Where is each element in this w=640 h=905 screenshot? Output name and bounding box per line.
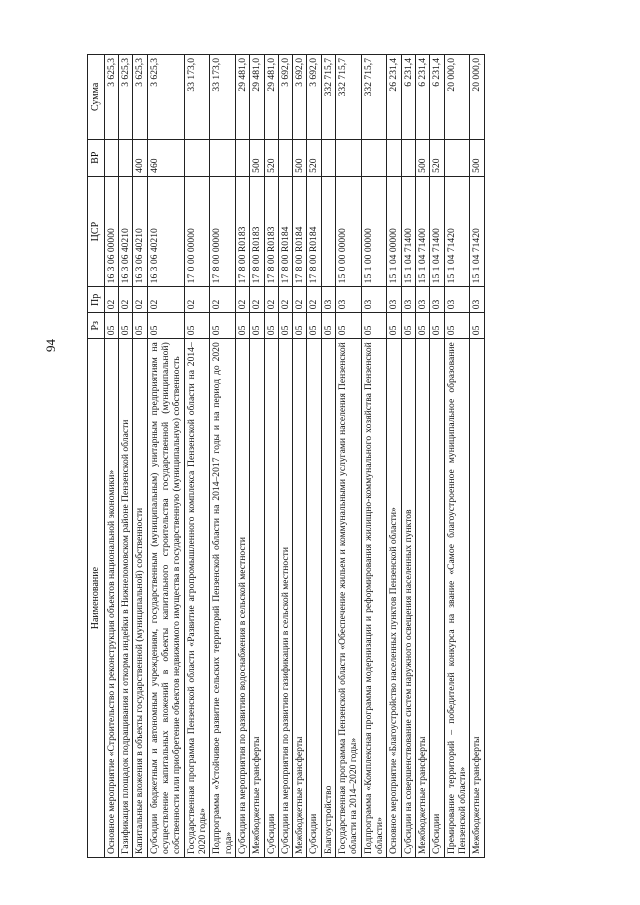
table-body	[104, 55, 484, 858]
cell-pr: 03	[401, 287, 415, 313]
table-row	[133, 55, 147, 858]
cell-sum: 3 625,3	[119, 55, 133, 140]
cell-rz: 05	[307, 313, 321, 339]
cell-name: Субсидии	[430, 339, 444, 858]
cell-sum: 20 000,0	[470, 55, 484, 140]
cell-vr	[119, 139, 133, 176]
header-sum: Сумма	[88, 55, 105, 140]
cell-name: Основное мероприятие «Строительство и реконструкция объектов национальной экономики»	[104, 339, 118, 858]
cell-pr: 02	[133, 287, 147, 313]
cell-rz: 05	[278, 313, 292, 339]
cell-rz: 05	[235, 313, 249, 339]
cell-name: Благоустройство	[321, 339, 335, 858]
rotated-table-wrapper	[87, 54, 485, 858]
cell-vr	[401, 139, 415, 176]
cell-pr: 03	[361, 287, 387, 313]
cell-vr	[321, 139, 335, 176]
table-row	[401, 55, 415, 858]
cell-sum: 3 625,3	[147, 55, 184, 140]
cell-csr: 15 1 04 71400	[415, 176, 429, 287]
table-row	[119, 55, 133, 858]
cell-sum: 6 231,4	[415, 55, 429, 140]
cell-rz: 05	[133, 313, 147, 339]
cell-sum: 3 625,3	[104, 55, 118, 140]
table-row	[361, 55, 387, 858]
table-row	[278, 55, 292, 858]
table-row	[104, 55, 118, 858]
header-vr: ВР	[88, 139, 105, 176]
cell-rz: 05	[293, 313, 307, 339]
header-name: Наименование	[88, 339, 105, 858]
table-row	[210, 55, 236, 858]
cell-pr: 02	[184, 287, 210, 313]
cell-csr	[321, 176, 335, 287]
cell-vr	[104, 139, 118, 176]
cell-pr: 02	[235, 287, 249, 313]
table-row	[415, 55, 429, 858]
cell-pr: 02	[104, 287, 118, 313]
cell-name: Основное мероприятие «Благоустройство населенных пунктов Пензенской области»	[387, 339, 401, 858]
cell-csr: 16 3 06 00000	[104, 176, 118, 287]
cell-rz: 05	[250, 313, 264, 339]
cell-vr: 500	[250, 139, 264, 176]
cell-vr	[361, 139, 387, 176]
cell-sum: 332 715,7	[321, 55, 335, 140]
cell-pr: 02	[264, 287, 278, 313]
cell-csr: 16 3 06 40210	[147, 176, 184, 287]
header-rz: Рз	[88, 313, 105, 339]
cell-csr: 17 8 00 R0183	[250, 176, 264, 287]
cell-vr: 400	[133, 139, 147, 176]
cell-vr	[444, 139, 470, 176]
cell-pr: 02	[293, 287, 307, 313]
cell-rz: 05	[361, 313, 387, 339]
cell-pr: 02	[147, 287, 184, 313]
table-row	[264, 55, 278, 858]
cell-rz: 05	[321, 313, 335, 339]
cell-sum: 6 231,4	[430, 55, 444, 140]
cell-pr: 03	[321, 287, 335, 313]
table-header-row	[88, 55, 105, 858]
table-row	[235, 55, 249, 858]
cell-pr: 02	[119, 287, 133, 313]
cell-sum: 6 231,4	[401, 55, 415, 140]
cell-rz: 05	[415, 313, 429, 339]
cell-sum: 3 625,3	[133, 55, 147, 140]
cell-vr	[387, 139, 401, 176]
cell-rz: 05	[119, 313, 133, 339]
cell-name: Подпрограмма «Устойчивое развитие сельских территорий Пензенской области на 2014–2017 годы и на период до 2020 года»	[210, 339, 236, 858]
cell-rz: 05	[430, 313, 444, 339]
header-csr: ЦСР	[88, 176, 105, 287]
cell-name: Субсидии на совершенствование систем наружного освещения населенных пунктов	[401, 339, 415, 858]
table-row	[430, 55, 444, 858]
cell-vr	[278, 139, 292, 176]
cell-csr: 17 8 00 00000	[210, 176, 236, 287]
cell-sum: 3 692,0	[278, 55, 292, 140]
table-row	[444, 55, 470, 858]
cell-rz: 05	[470, 313, 484, 339]
cell-rz: 05	[210, 313, 236, 339]
cell-sum: 332 715,7	[336, 55, 362, 140]
table-row	[184, 55, 210, 858]
cell-csr: 17 8 00 R0183	[264, 176, 278, 287]
cell-csr: 17 8 00 R0184	[278, 176, 292, 287]
cell-rz: 05	[444, 313, 470, 339]
cell-vr: 460	[147, 139, 184, 176]
cell-csr: 16 3 06 40210	[119, 176, 133, 287]
cell-rz: 05	[336, 313, 362, 339]
cell-csr: 15 0 00 00000	[336, 176, 362, 287]
cell-rz: 05	[387, 313, 401, 339]
cell-rz: 05	[184, 313, 210, 339]
cell-vr: 500	[293, 139, 307, 176]
cell-vr: 520	[264, 139, 278, 176]
budget-table	[87, 54, 485, 858]
cell-vr	[210, 139, 236, 176]
header-pr: Пр	[88, 287, 105, 313]
cell-sum: 332 715,7	[361, 55, 387, 140]
cell-pr: 03	[336, 287, 362, 313]
cell-vr	[235, 139, 249, 176]
cell-vr	[336, 139, 362, 176]
cell-sum: 3 692,0	[293, 55, 307, 140]
cell-pr: 02	[210, 287, 236, 313]
cell-sum: 29 481,0	[264, 55, 278, 140]
cell-pr: 02	[307, 287, 321, 313]
cell-sum: 26 231,4	[387, 55, 401, 140]
cell-name: Субсидии бюджетным и автономным учреждениям, государственным (муниципальным) унитарным предприятиям на осуществление капитальных вложений в объекты капитального строительства государственной (муниципальной) собственности или приобретение объектов недвижимого имущества в государственную (муниципальную) собственность	[147, 339, 184, 858]
cell-csr: 17 8 00 R0184	[293, 176, 307, 287]
cell-name: Капитальные вложения в объекты государственной (муниципальной) собственности	[133, 339, 147, 858]
table-row	[307, 55, 321, 858]
cell-pr: 03	[387, 287, 401, 313]
cell-sum: 29 481,0	[250, 55, 264, 140]
cell-name: Межбюджетные трансферты	[293, 339, 307, 858]
cell-name: Межбюджетные трансферты	[250, 339, 264, 858]
table-row	[321, 55, 335, 858]
cell-csr: 16 3 06 40210	[133, 176, 147, 287]
cell-name: Субсидии на мероприятия по развитию газификации в сельской местности	[278, 339, 292, 858]
cell-name: Межбюджетные трансферты	[470, 339, 484, 858]
cell-csr: 17 0 00 00000	[184, 176, 210, 287]
cell-vr: 520	[430, 139, 444, 176]
cell-csr: 15 1 04 71400	[430, 176, 444, 287]
cell-name: Государственная программа Пензенской области «Развитие агропромышленного комплекса Пензенской области на 2014–2020 годы»	[184, 339, 210, 858]
cell-name: Государственная программа Пензенской области «Обеспечение жильем и коммунальными услугами населения Пензенской области на 2014–2020 годы»	[336, 339, 362, 858]
cell-name: Газификация площадок подращивания и откорма индейки в Нижнеломовском районе Пензенской области	[119, 339, 133, 858]
cell-pr: 02	[250, 287, 264, 313]
cell-csr: 15 1 00 00000	[361, 176, 387, 287]
cell-pr: 03	[415, 287, 429, 313]
cell-csr: 17 8 00 R0184	[307, 176, 321, 287]
cell-name: Межбюджетные трансферты	[415, 339, 429, 858]
cell-rz: 05	[104, 313, 118, 339]
table-row	[336, 55, 362, 858]
cell-sum: 20 000,0	[444, 55, 470, 140]
cell-vr: 500	[470, 139, 484, 176]
cell-csr: 15 1 04 71400	[401, 176, 415, 287]
cell-name: Подпрограмма «Комплексная программа модернизации и реформирования жилищно-коммунального хозяйства Пензенской области»	[361, 339, 387, 858]
cell-name: Субсидии на мероприятия по развитию водоснабжения в сельской местности	[235, 339, 249, 858]
cell-name: Субсидии	[264, 339, 278, 858]
table-row	[250, 55, 264, 858]
cell-sum: 3 692,0	[307, 55, 321, 140]
cell-pr: 03	[430, 287, 444, 313]
cell-csr: 15 1 04 71420	[470, 176, 484, 287]
cell-csr: 15 1 04 00000	[387, 176, 401, 287]
cell-csr: 17 8 00 R0183	[235, 176, 249, 287]
cell-name: Субсидии	[307, 339, 321, 858]
cell-sum: 29 481,0	[235, 55, 249, 140]
cell-rz: 05	[147, 313, 184, 339]
cell-name: Премирование территорий – победителей конкурса на звание «Самое благоустроенное муниципальное образование Пензенской области»	[444, 339, 470, 858]
cell-vr: 520	[307, 139, 321, 176]
page-number: 94	[43, 339, 58, 352]
cell-csr: 15 1 04 71420	[444, 176, 470, 287]
table-row	[387, 55, 401, 858]
cell-vr: 500	[415, 139, 429, 176]
table-row	[293, 55, 307, 858]
cell-vr	[184, 139, 210, 176]
cell-pr: 02	[278, 287, 292, 313]
cell-pr: 03	[470, 287, 484, 313]
cell-rz: 05	[401, 313, 415, 339]
cell-pr: 03	[444, 287, 470, 313]
table-row	[147, 55, 184, 858]
cell-sum: 33 173,0	[184, 55, 210, 140]
cell-sum: 33 173,0	[210, 55, 236, 140]
table-row	[470, 55, 484, 858]
cell-rz: 05	[264, 313, 278, 339]
